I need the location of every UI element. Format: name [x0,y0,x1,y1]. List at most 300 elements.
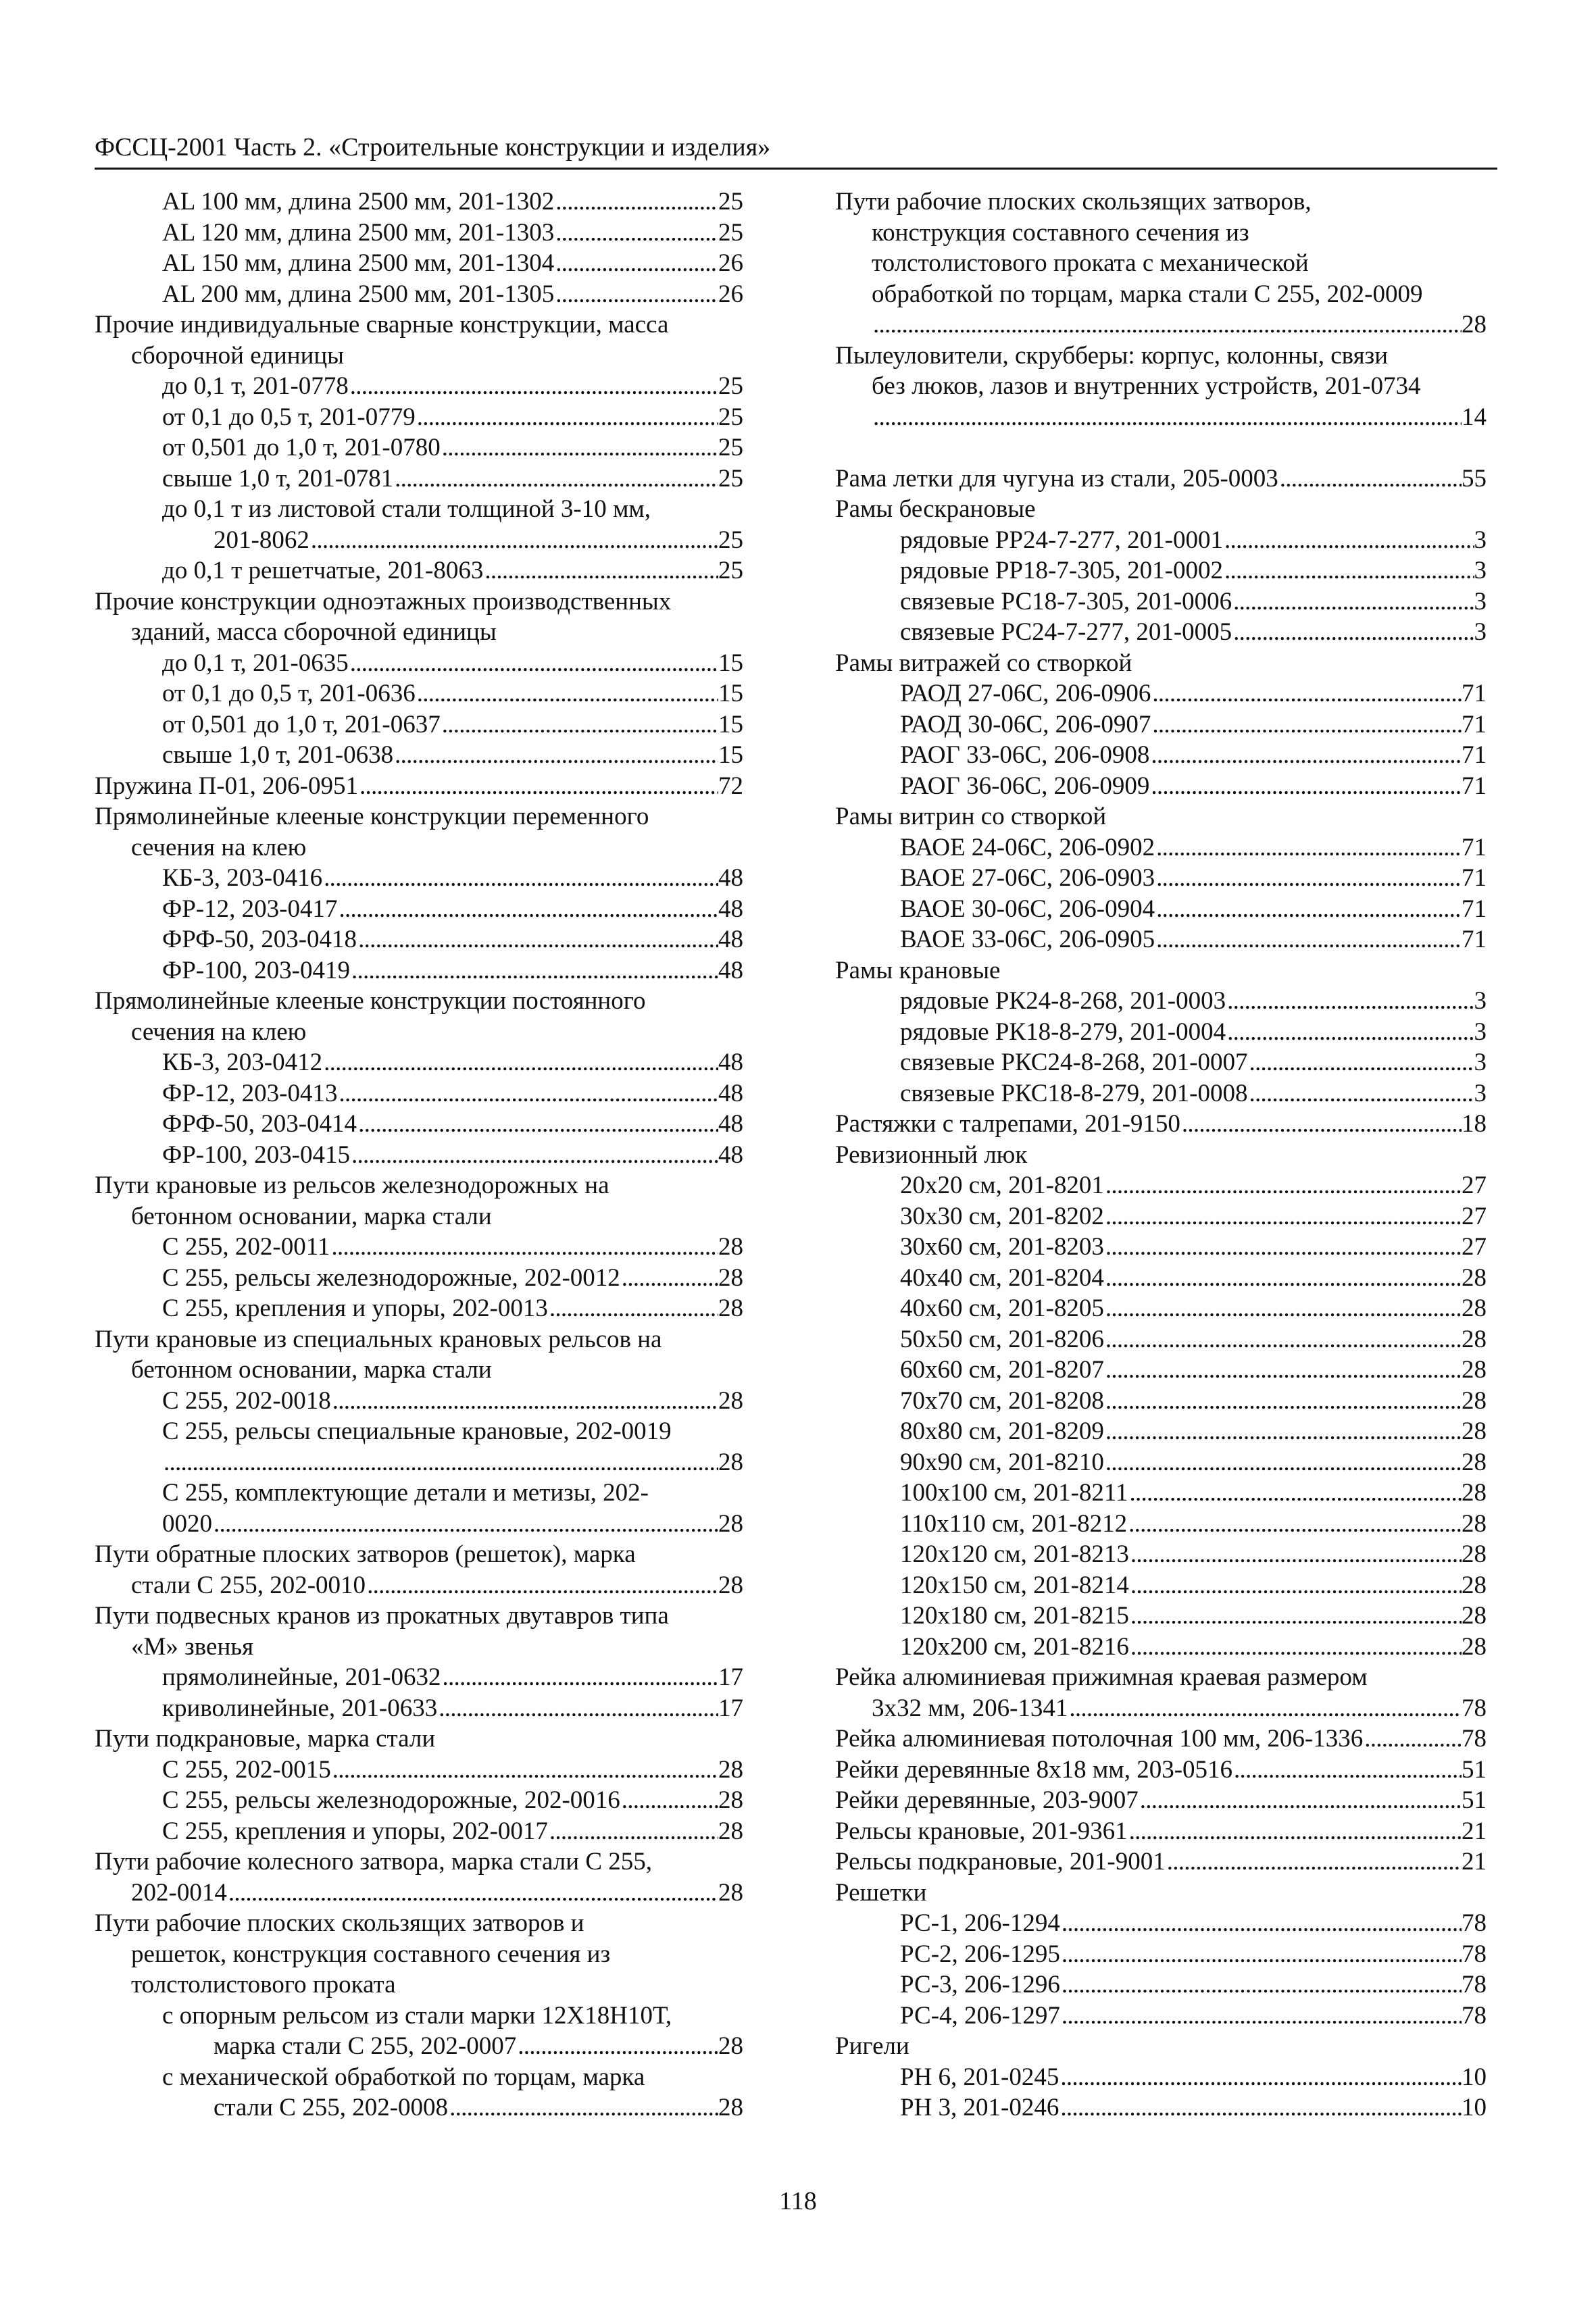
dot-leader [1226,1017,1474,1048]
dot-leader [1060,1908,1462,1939]
index-entry-page: 15 [718,680,743,707]
page-number: 118 [779,2187,817,2215]
index-entry-label: толстолистового проката с механической [872,249,1309,277]
index-entry-page: 25 [718,464,743,493]
index-entry [95,955,743,986]
index-entry-label: ВАОЕ 30-06С, 206-0904 [900,895,1155,923]
index-entry-label: РАОД 30-06С, 206-0907 [900,710,1151,738]
index-entry-page: 25 [718,372,743,400]
index-entry-label: 120x180 см, 201-8215 [900,1602,1129,1630]
dot-leader [1104,1201,1462,1232]
index-entry [95,1878,743,1909]
index-entry [95,1939,743,1970]
index-entry-label: от 0,1 до 0,5 т, 201-0636 [162,680,416,707]
index-entry-page: 55 [1462,464,1487,493]
dot-leader [1059,2092,1462,2123]
dot-leader [1104,1416,1462,1447]
index-entry-page: 78 [1462,1940,1487,1968]
index-entry-page: 21 [1462,1848,1487,1876]
index-entry [95,1724,743,1755]
index-entry-page: 28 [1462,1479,1487,1507]
index-entry-page: 28 [1462,1417,1487,1445]
index-entry-label: Пути рабочие плоских скользящих затворов и [95,1909,584,1937]
index-entry-page: 25 [718,188,743,216]
index-entry [95,1416,743,1447]
dot-leader [1129,1632,1462,1663]
index-entry-page: 25 [718,403,743,431]
index-entry-page: 28 [1462,1602,1487,1630]
index-entry [835,279,1487,310]
index-entry-label: свыше 1,0 т, 201-0638 [162,741,394,769]
dot-leader [349,371,718,402]
index-entry-page: 28 [1462,1263,1487,1292]
index-entry-page: 3 [1474,557,1487,584]
index-entry-label: Решетки [835,1878,927,1907]
index-entry-label: марка стали С 255, 202-0007 [214,2032,517,2060]
index-entry [95,1969,743,2001]
index-entry [95,1478,743,1509]
index-entry-label: с механической обработкой по торцам, марка [162,2063,645,2091]
index-entry [835,1724,1487,1755]
index-entry-label: до 0,1 т решетчатые, 201-8063 [162,557,484,584]
index-entry [835,2092,1487,2123]
index-entry-page: 3 [1474,618,1487,646]
index-entry [835,2001,1487,2032]
dot-leader [322,863,718,894]
index-entry [95,1539,743,1570]
dot-leader [337,894,718,925]
index-entry-page: 25 [718,557,743,584]
index-entry [835,648,1487,679]
index-entry-label: Пути крановые из рельсов железнодорожных на [95,1172,609,1199]
dot-leader [441,432,718,463]
dot-leader [1223,555,1474,586]
dot-leader [872,309,1462,341]
index-entry-label: С 255, рельсы железнодорожные, 202-0016 [162,1786,620,1814]
index-entry-page: 28 [718,1509,743,1538]
index-entry [835,1140,1487,1171]
index-entry [95,186,743,218]
index-entry-label: Рейка алюминиевая прижимная краевая размером [835,1663,1368,1691]
dot-leader [1129,1539,1462,1570]
index-entry [95,1078,743,1109]
index-entry-label: Прямолинейные клееные конструкции переменного [95,803,649,830]
index-entry [95,341,743,372]
index-entry-label: Растяжки с талрепами, 201-9150 [835,1110,1180,1138]
index-entry [835,186,1487,218]
index-entry [95,832,743,863]
index-entry-page: 71 [1462,741,1487,769]
index-entry [835,771,1487,802]
index-entry [95,2001,743,2032]
index-entry-page: 78 [1462,1694,1487,1722]
index-entry-label: Рейки деревянные 8x18 мм, 203-0516 [835,1755,1233,1784]
index-entry-label: Пути рабочие колесного затвора, марка стали С 255, [95,1848,653,1876]
dot-leader [331,1386,718,1417]
index-entry-label: Пути обратные плоских затворов (решеток), марка [95,1540,636,1568]
index-entry [95,1846,743,1878]
index-entry-label: 80x80 см, 201-8209 [900,1417,1104,1445]
index-entry [95,1908,743,1939]
index-entry [95,1170,743,1201]
index-entry-label: С 255, 202-0018 [162,1386,331,1415]
index-entry-label: 120x150 см, 201-8214 [900,1571,1129,1599]
index-entry-label: AL 120 мм, длина 2500 мм, 201-1303 [162,218,555,247]
index-entry [835,1293,1487,1324]
index-entry-page: 28 [718,1294,743,1322]
dot-leader [212,1509,718,1540]
index-entry-label: 120x200 см, 201-8216 [900,1632,1129,1661]
dot-leader [1223,525,1474,556]
index-entry [95,648,743,679]
index-entry-label: 201-8062 [214,526,309,554]
index-entry [835,801,1487,832]
dot-leader [309,525,718,556]
index-entry-page: 28 [1462,1325,1487,1353]
index-entry-page: 48 [718,1079,743,1107]
index-entry-label: Рама летки для чугуна из стали, 205-0003 [835,464,1278,493]
index-entry [835,586,1487,618]
index-entry-label: Пружина П-01, 206-0951 [95,772,358,800]
index-entry-label: свыше 1,0 т, 201-0781 [162,464,394,493]
index-entry [95,1109,743,1140]
index-entry [835,1601,1487,1632]
dot-leader [1129,1570,1462,1601]
index-entry-label: до 0,1 т, 201-0635 [162,649,349,677]
index-entry-page: 28 [1462,311,1487,338]
dot-leader [416,402,718,433]
dot-leader [1232,586,1474,618]
index-entry [95,1785,743,1816]
index-entry [835,740,1487,771]
index-entry-page: 10 [1462,2094,1487,2121]
dot-leader [483,555,718,586]
index-entry-page: 71 [1462,926,1487,953]
index-entry-label: связевые РКС24-8-268, 201-0007 [900,1049,1248,1076]
index-entry [95,986,743,1017]
dot-leader [349,648,718,679]
index-entry [95,801,743,832]
index-entry [835,1969,1487,2001]
index-entry-page: 48 [718,956,743,984]
index-entry-label: решеток, конструкция составного сечения из [131,1940,611,1968]
dot-leader [357,1109,718,1140]
dot-leader [1104,1386,1462,1417]
dot-leader [554,248,718,279]
dot-leader [441,709,718,740]
index-entry-page: 26 [718,249,743,277]
index-entry [95,248,743,279]
index-entry-label: от 0,1 до 0,5 т, 201-0779 [162,403,416,431]
index-entry-label: 60x60 см, 201-8207 [900,1356,1104,1384]
dot-leader [1232,1755,1462,1786]
dot-leader [1060,1939,1462,1970]
index-entry-label: 0020 [162,1509,212,1538]
index-entry-label: до 0,1 т, 201-0778 [162,372,349,400]
index-entry-label: рядовые РК18-8-279, 201-0004 [900,1017,1226,1046]
index-entry-page: 48 [718,895,743,923]
index-entry [835,986,1487,1017]
index-entry [835,1693,1487,1724]
index-entry-page: 28 [718,1755,743,1784]
index-entry-label: 20x20 см, 201-8201 [900,1172,1104,1199]
index-entry-page: 28 [718,1233,743,1261]
index-entry [835,1416,1487,1447]
index-entry-page: 28 [1462,1540,1487,1568]
index-entry-label: AL 100 мм, длина 2500 мм, 201-1302 [162,188,555,216]
index-entry-label: С 255, крепления и упоры, 202-0017 [162,1817,548,1845]
dot-leader [1104,1447,1462,1478]
index-entry [835,371,1487,402]
index-entry-page: 28 [1462,1632,1487,1661]
index-entry [95,279,743,310]
index-entry [835,1386,1487,1417]
index-entry-label: ФР-12, 203-0417 [162,895,338,923]
dot-leader [1247,1047,1474,1078]
dot-leader [1128,1478,1462,1509]
index-entry [835,1109,1487,1140]
index-entry [835,1755,1487,1786]
dot-leader [1104,1355,1462,1386]
index-entry-page: 14 [1462,403,1487,431]
index-entry-page: 48 [718,864,743,892]
index-entry [95,1570,743,1601]
dot-leader [1226,986,1474,1017]
index-entry-label: РН 3, 201-0246 [900,2094,1059,2121]
index-entry [95,1662,743,1693]
index-entry [835,863,1487,894]
index-entry [95,1263,743,1294]
index-entry-label: С 255, 202-0015 [162,1755,331,1784]
index-entry-label: обработкой по торцам, марка стали С 255, 202-0009 [872,280,1423,308]
dot-leader [1232,617,1474,648]
index-entry [835,525,1487,556]
dot-leader [437,1693,718,1724]
index-entry-page: 71 [1462,895,1487,923]
index-entry-label: связевые РС18-7-305, 201-0006 [900,587,1232,615]
index-entry-label: от 0,501 до 1,0 т, 201-0637 [162,710,441,738]
index-entry-label: связевые РКС18-8-279, 201-0008 [900,1079,1248,1107]
index-entry-page: 3 [1474,987,1487,1015]
dot-leader [548,1816,718,1847]
index-entry-label: РАОГ 36-06С, 206-0909 [900,772,1150,800]
index-entry-page: 28 [1462,1356,1487,1384]
index-entry-label: ФРФ-50, 203-0418 [162,926,357,953]
index-entry-label: Рейки деревянные, 203-9007 [835,1786,1139,1814]
index-entry-page: 21 [1462,1817,1487,1845]
index-entry-label: РС-1, 206-1294 [900,1909,1060,1937]
index-entry-label: 3x32 мм, 206-1341 [872,1694,1068,1722]
dot-leader [1060,2001,1462,2032]
index-entry-page: 27 [1462,1202,1487,1230]
index-entry-label: Пути подкрановые, марка стали [95,1725,436,1753]
dot-leader [366,1570,718,1601]
dot-leader [1151,678,1462,709]
index-entry-page: 3 [1474,526,1487,554]
index-entry [835,1201,1487,1232]
index-entry-label: С 255, крепления и упоры, 202-0013 [162,1294,548,1322]
index-entry [95,432,743,463]
index-entry [95,586,743,618]
index-entry-page: 25 [718,526,743,554]
index-entry-label: AL 150 мм, длина 2500 мм, 201-1304 [162,249,555,277]
index-entry-label: РС-4, 206-1297 [900,2001,1060,2030]
index-entry [835,1908,1487,1939]
index-column-right [835,186,1487,2123]
index-entry-label: «М» звенья [131,1632,254,1661]
dot-leader [620,1263,718,1294]
index-entry-page: 3 [1474,1049,1487,1076]
index-entry-label: 100x100 см, 201-8211 [900,1479,1128,1507]
dot-leader [516,2031,718,2062]
index-entry-page: 51 [1462,1786,1487,1814]
dot-leader [393,463,718,495]
index-entry-label: 110x110 см, 201-8212 [900,1509,1128,1538]
index-entry-label: 50x50 см, 201-8206 [900,1325,1104,1353]
index-entry-page: 28 [718,1878,743,1907]
dot-leader [330,1232,718,1263]
index-entry-page: 71 [1462,680,1487,707]
dot-leader [1155,924,1462,955]
dot-leader [1155,832,1462,863]
index-entry [835,1447,1487,1478]
index-entry-label: Пути крановые из специальных крановых рельсов на [95,1325,662,1353]
index-entry-label: Пылеуловители, скрубберы: корпус, колонны, связи [835,341,1389,370]
index-entry [95,740,743,771]
index-entry [95,2092,743,2123]
index-entry-page: 28 [718,1571,743,1599]
index-entry-page: 28 [718,1386,743,1415]
index-entry-label: РАОД 27-06С, 206-0906 [900,680,1151,707]
index-entry-label: зданий, масса сборочной единицы [131,618,497,646]
dot-leader [1149,771,1462,802]
dot-leader [331,1755,718,1786]
index-entry [835,341,1487,372]
index-entry-page: 27 [1462,1172,1487,1199]
index-entry-label: 40x40 см, 201-8204 [900,1263,1104,1292]
index-entry-label: 70x70 см, 201-8208 [900,1386,1104,1415]
dot-leader [350,955,718,986]
index-entry [835,1939,1487,1970]
index-entry-label: С 255, рельсы специальные крановые, 202-0019 [162,1417,672,1445]
index-entry-page: 51 [1462,1755,1487,1784]
index-entry-page: 28 [1462,1448,1487,1476]
index-entry [95,555,743,586]
index-entry [835,1355,1487,1386]
index-entry [95,525,743,556]
index-entry [835,1509,1487,1540]
index-entry [835,1263,1487,1294]
dot-leader [393,740,718,771]
index-entry-label: ФРФ-50, 203-0414 [162,1110,357,1138]
index-entry-label: РН 6, 201-0245 [900,2063,1059,2091]
index-entry-page: 28 [718,1448,743,1476]
index-entry-label: Рейка алюминиевая потолочная 100 мм, 206-1336 [835,1725,1364,1753]
index-entry [95,1324,743,1355]
index-entry [95,1693,743,1724]
index-entry-page: 3 [1474,1079,1487,1107]
dot-leader [1128,1816,1462,1847]
dot-leader [1166,1846,1462,1878]
index-entry [835,1816,1487,1847]
index-entry-page: 71 [1462,833,1487,861]
dot-leader [350,1140,718,1171]
dot-leader [337,1078,718,1109]
index-entry [835,1047,1487,1078]
index-entry-page: 28 [718,2094,743,2121]
index-entry-label: до 0,1 т из листовой стали толщиной 3-10 мм, [162,495,651,523]
index-entry [835,1232,1487,1263]
dot-leader [872,402,1462,433]
index-entry [95,2031,743,2062]
index-entry-label: ВАОЕ 33-06С, 206-0905 [900,926,1155,953]
dot-leader [1129,1601,1462,1632]
index-entry [835,1662,1487,1693]
index-entry-label: С 255, 202-0011 [162,1233,330,1261]
index-entry [835,1878,1487,1909]
index-entry [835,555,1487,586]
index-entry-page: 15 [718,741,743,769]
running-header: ФССЦ-2001 Часть 2. «Строительные конструкции и изделия» [95,130,1497,170]
index-entry-label: сечения на клею [131,1017,307,1046]
index-entry [95,1293,743,1324]
index-entry-page: 27 [1462,1233,1487,1261]
dot-leader [1180,1109,1462,1140]
index-entry [95,1201,743,1232]
dot-leader [1104,1293,1462,1324]
index-entry [95,371,743,402]
index-entry [95,1755,743,1786]
index-entry [95,1816,743,1847]
index-entry [95,1632,743,1663]
index-entry-page: 78 [1462,2001,1487,2030]
index-entry-label: криволинейные, 201-0633 [162,1694,438,1722]
index-entry-page: 18 [1462,1110,1487,1138]
index-entry [95,1232,743,1263]
index-entry [835,494,1487,525]
dot-leader [1060,1969,1462,2001]
index-entry [95,463,743,495]
index-entry-label: Ревизионный люк [835,1140,1028,1169]
index-entry-page: 15 [718,649,743,677]
index-entry-label: рядовые РР18-7-305, 201-0002 [900,557,1223,584]
index-entry-page: 28 [718,1817,743,1845]
index-entry [835,1846,1487,1878]
index-entry-page: 17 [718,1663,743,1691]
dot-leader [162,1447,718,1478]
index-entry [95,2062,743,2093]
index-entry-page: 71 [1462,710,1487,738]
index-entry-label: ВАОЕ 24-06С, 206-0902 [900,833,1155,861]
index-entry [95,1140,743,1171]
dot-leader [554,218,718,249]
index-entry-page: 3 [1474,587,1487,615]
index-entry-label: стали С 255, 202-0008 [214,2094,449,2121]
index-entry-label: ФР-100, 203-0419 [162,956,350,984]
dot-leader [620,1785,718,1816]
dot-leader [1059,2062,1462,2093]
index-entry-page: 3 [1474,1017,1487,1046]
index-entry-label: Рамы бескрановые [835,495,1036,523]
dot-leader [1104,1170,1462,1201]
index-entry-label: бетонном основании, марка стали [131,1356,492,1384]
index-entry-label: Прочие индивидуальные сварные конструкции, масса [95,311,669,338]
index-entry-label: Ригели [835,2032,909,2060]
index-entry [835,617,1487,648]
dot-leader [358,771,718,802]
index-entry-label: от 0,501 до 1,0 т, 201-0780 [162,434,441,461]
index-entry-page: 71 [1462,772,1487,800]
